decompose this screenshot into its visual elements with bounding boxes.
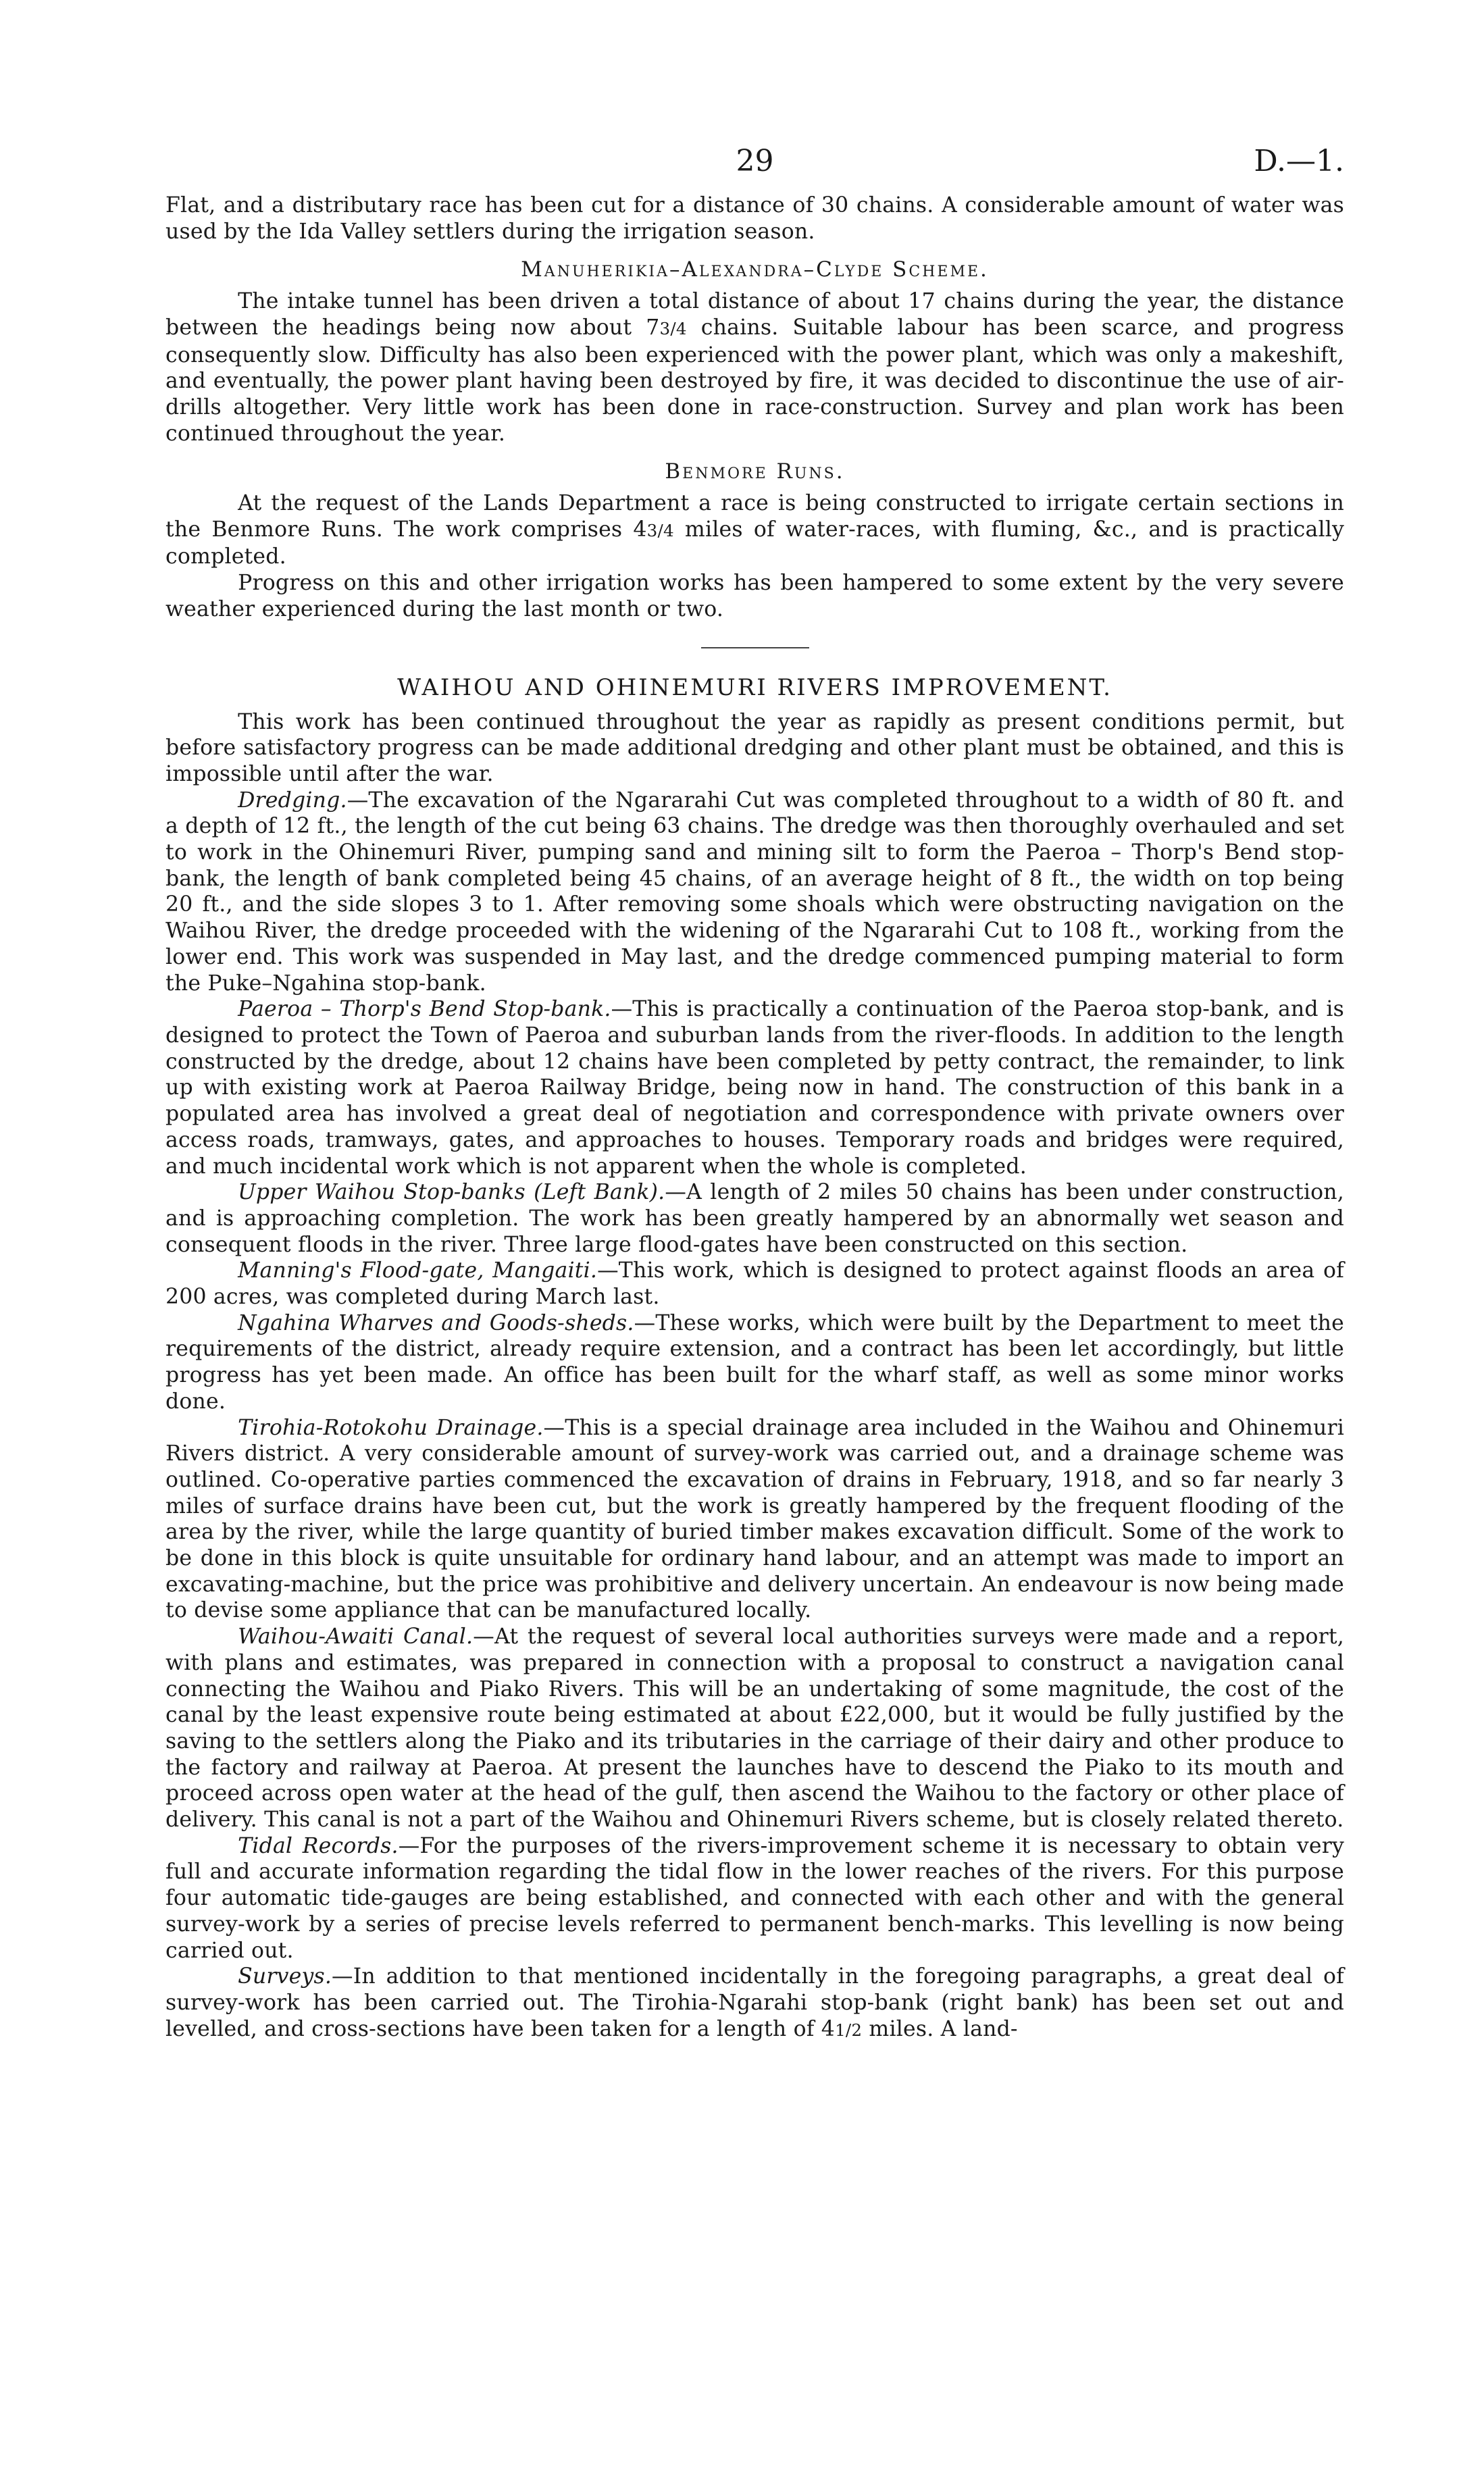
manning-paragraph [165, 1258, 1344, 1310]
manuherikia-text-1: The intake tunnel has been driven a total distance of about 17 chains during the year, the distance between the headings being now about 7 [165, 289, 1344, 340]
ngahina-text: —These works, which were built by the Department to meet the requirements of the district, already require extension, and a contract has been let accordingly, but little progress has yet been made. An office has been built for the wharf staff, as well as some minor works done. [165, 1310, 1345, 1414]
benmore-paragraph-1 [165, 490, 1344, 570]
benmore-text-1: At the request of the Lands Department a race is being constructed to irrigate certain sections in the Benmore Runs. The work comprises 4 [165, 491, 1344, 542]
upper-waihou-lead: Upper Waihou Stop-banks (Left Bank). [238, 1180, 665, 1205]
tidal-lead: Tidal Records. [238, 1833, 399, 1858]
benmore-fraction: 3/4 [646, 520, 674, 540]
waihou-heading: WAIHOU AND OHINEMURI RIVERS IMPROVEMENT. [397, 673, 1112, 701]
benmore-heading: Benmore Runs. [665, 459, 845, 484]
page-number: 29 [736, 144, 774, 178]
manuherikia-heading: Manuherikia–Alexandra–Clyde Scheme. [521, 257, 989, 282]
tidal-paragraph [165, 1833, 1344, 1964]
intro-paragraph: Flat, and a distributary race has been cut for a distance of 30 chains. A considerable amount of water was used by the Ida Valley settlers during the irrigation season. [165, 193, 1344, 244]
surveys-paragraph [165, 1964, 1344, 2043]
surveys-text-1: —In addition to that mentioned incidentally in the foregoing paragraphs, a great deal of survey-work has been carried out. The Tirohia-Ngarahi stop-bank (right bank) has been set out and levelled, and cross-sections have been taken for a length of 4 [165, 1964, 1344, 2041]
paeroa-text: —This is practically a continuation of the Paeroa stop-bank, and is designed to protect the Town of Paeroa and suburban lands from the river-floods. In addition to the length constructed by the dredge, about 12 chains have been completed by petty contract, the remainder, to link up with existing work at Paeroa Railway Bridge, being now in hand. The construction of this bank in a populated area has involved a great deal of negotiation and correspondence with private owners over access roads, tramways, gates, and approaches to houses. Temporary roads and bridges were required, and much incidental work which is not apparent when the whole is completed. [165, 997, 1344, 1179]
paeroa-lead: Paeroa – Thorp's Bend Stop-bank. [238, 997, 611, 1022]
benmore-paragraph-2: Progress on this and other irrigation works has been hampered to some extent by the very severe weather experienced during the last month or two. [165, 571, 1344, 621]
canal-lead: Waihou-Awaiti Canal. [238, 1625, 474, 1649]
waihou-intro-paragraph: This work has been continued throughout the year as rapidly as present conditions permit, but before satisfactory progress can be made additional dredging and other plant must be obtained, and this is impossible until after the war. [165, 709, 1344, 786]
benmore-text-2: miles of water-races, with fluming, &c., and is practically completed. [165, 517, 1344, 569]
upper-waihou-text: —A length of 2 miles 50 chains has been under construction, and is approaching completion. The work has been greatly hampered by an abnormally wet season and consequent floods in the river. Three large flood-gates have been constructed on this section. [165, 1180, 1344, 1257]
tirohia-lead: Tirohia-Rotokohu Drainage. [238, 1415, 544, 1440]
paeroa-paragraph [165, 996, 1344, 1179]
canal-text: —At the request of several local authorities surveys were made and a report, with plans and estimates, was prepared in connection with a proposal to construct a navigation canal connecting the Waihou and Piako Rivers. This will be an undertaking of some magnitude, the cost of the canal by the least expensive route being estimated at about £22,000, but it would be fully justified by the saving to the settlers along the Piako and its tributaries in the carriage of their dairy and other produce to the factory and railway at Paeroa. At present the launches have to descend the Piako to its mouth and proceed across open water at the head of the gulf, then ascend the Waihou to the factory or other place of delivery. This canal is not a part of the Waihou and Ohinemuri Rivers scheme, but is closely related thereto. [165, 1625, 1345, 1833]
manning-lead: Manning's Flood-gate, Mangaiti. [238, 1258, 598, 1283]
dredging-lead: Dredging. [238, 788, 347, 813]
document-page [165, 138, 1344, 2043]
tirohia-paragraph [165, 1415, 1344, 1625]
tidal-text: —For the purposes of the rivers-improvement scheme it is necessary to obtain very full and accurate information regarding the tidal flow in the lower reaches of the rivers. For this purpose four automatic tide-gauges are being established, and connected with each other and with the general survey-work by a series of precise levels referred to permanent bench-marks. This levelling is now being carried out. [165, 1833, 1344, 1963]
section-divider [701, 647, 809, 648]
manuherikia-paragraph [165, 288, 1344, 446]
ngahina-paragraph [165, 1310, 1344, 1415]
surveys-text-2: miles. A land- [862, 2016, 1018, 2041]
page-header [165, 138, 1344, 193]
manuherikia-text-2: chains. Suitable labour has been scarce, and progress consequently slow. Difficulty has also been experienced with the power plant, which was only a makeshift, and eventually, the power plant having been destroyed by fire, it was decided to discontinue the use of air-drills altogether. Very little work has been done in race-construction. Survey and plan work has been continued throughout the year. [165, 315, 1344, 446]
surveys-fraction: 1/2 [835, 2020, 863, 2040]
manuherikia-fraction: 3/4 [659, 318, 687, 338]
manning-text: —This work, which is designed to protect against floods an area of 200 acres, was completed during March last. [165, 1258, 1344, 1310]
ngahina-lead: Ngahina Wharves and Goods-sheds. [238, 1310, 634, 1335]
upper-waihou-paragraph [165, 1179, 1344, 1258]
dredging-paragraph [165, 788, 1344, 997]
document-reference: D.—1. [1254, 144, 1344, 178]
tirohia-text: —This is a special drainage area included in the Waihou and Ohinemuri Rivers district. A very considerable amount of survey-work was carried out, and a drainage scheme was outlined. Co-operative parties commenced the excavation of drains in February, 1918, and so far nearly 3 miles of surface drains have been cut, but the work is greatly hampered by the frequent flooding of the area by the river, while the large quantity of buried timber makes excavation difficult. Some of the work to be done in this block is quite unsuitable for ordinary hand labour, and an attempt was made to import an excavating-machine, but the price was prohibitive and delivery uncertain. An endeavour is now being made to devise some appliance that can be manufactured locally. [165, 1415, 1344, 1623]
surveys-lead: Surveys. [238, 1964, 332, 1989]
dredging-text: —The excavation of the Ngararahi Cut was completed throughout to a width of 80 ft. and a depth of 12 ft., the length of the cut being 63 chains. The dredge was then thoroughly overhauled and set to work in the Ohinemuri River, pumping sand and mining silt to form the Paeroa – Thorp's Bend stop-bank, the length of bank completed being 45 chains, of an average height of 8 ft., the width on top being 20 ft., and the side slopes 3 to 1. After removing some shoals which were obstructing navigation on the Waihou River, the dredge proceeded with the widening of the Ngararahi Cut to 108 ft., working from the lower end. This work was suspended in May last, and the dredge commenced pumping material to form the Puke–Ngahina stop-bank. [165, 788, 1344, 996]
canal-paragraph [165, 1624, 1344, 1833]
